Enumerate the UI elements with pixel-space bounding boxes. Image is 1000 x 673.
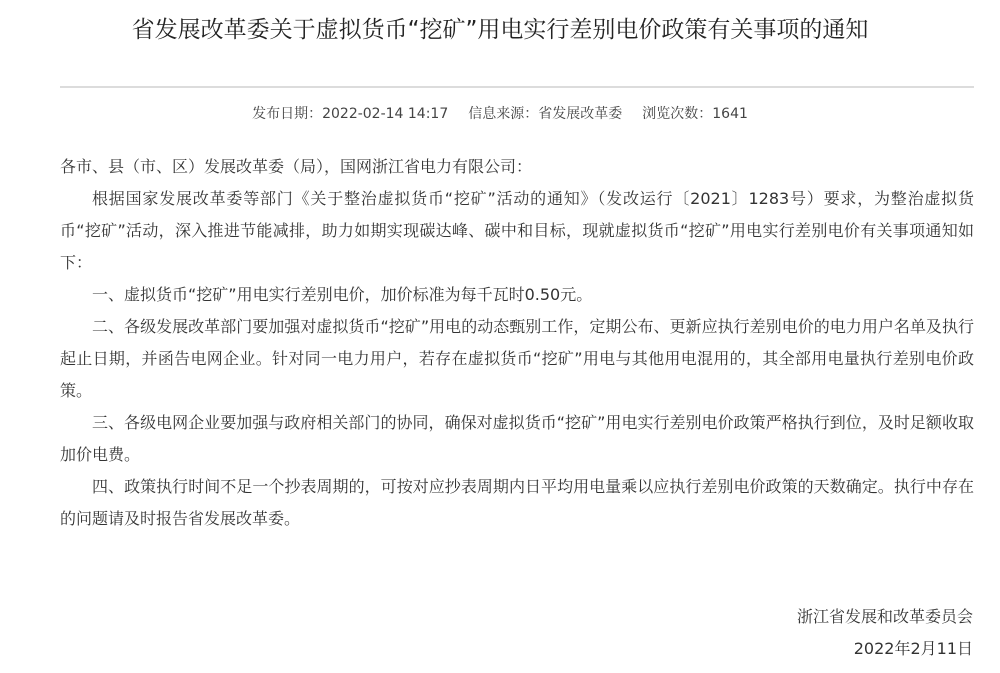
- publish-date: 发布日期：2022-02-14 14:17: [252, 106, 449, 122]
- signature-org: 浙江省发展和改革委员会: [796, 607, 973, 626]
- article-body: [60, 151, 974, 535]
- body-paragraph-3: 三、各级电网企业要加强与政府相关部门的协同，确保对虚拟货币“挖矿”用电实行差别电价政策严格执行到位，及时足额收取加价电费。: [60, 413, 974, 464]
- salutation: 各市、县（市、区）发展改革委（局），国网浙江省电力有限公司：: [60, 157, 533, 176]
- body-paragraph-intro: 根据国家发展改革委等部门《关于整治虚拟货币“挖矿”活动的通知》（发改运行〔2021〕1283号）要求，为整治虚拟货币“挖矿”活动，深入推进节能减排，助力如期实现碳达峰、碳中和目标，现就虚拟货币“挖矿”用电实行差别电价有关事项通知如下：: [60, 189, 974, 272]
- body-paragraph-2: 二、各级发展改革部门要加强对虚拟货币“挖矿”用电的动态甄别工作，定期公布、更新应执行差别电价的电力用户名单及执行起止日期，并函告电网企业。针对同一电力用户，若存在虚拟货币“挖矿”用电与其他用电混用的，其全部用电量执行差别电价政策。: [60, 317, 974, 400]
- article-meta: [0, 103, 1000, 125]
- signature-date: 2022年2月11日: [853, 639, 973, 658]
- body-paragraph-1: 一、虚拟货币“挖矿”用电实行差别电价，加价标准为每千瓦时0.50元。: [92, 285, 593, 304]
- page-title: 省发展改革委关于虚拟货币“挖矿”用电实行差别电价政策有关事项的通知: [131, 17, 869, 43]
- view-count: 浏览次数：1641: [642, 106, 748, 122]
- title-divider: [60, 86, 974, 88]
- info-source: 信息来源：省发展改革委: [468, 106, 623, 122]
- body-paragraph-4: 四、政策执行时间不足一个抄表周期的，可按对应抄表周期内日平均用电量乘以应执行差别电价政策的天数确定。执行中存在的问题请及时报告省发展改革委。: [60, 477, 974, 528]
- signature-block: [797, 601, 973, 665]
